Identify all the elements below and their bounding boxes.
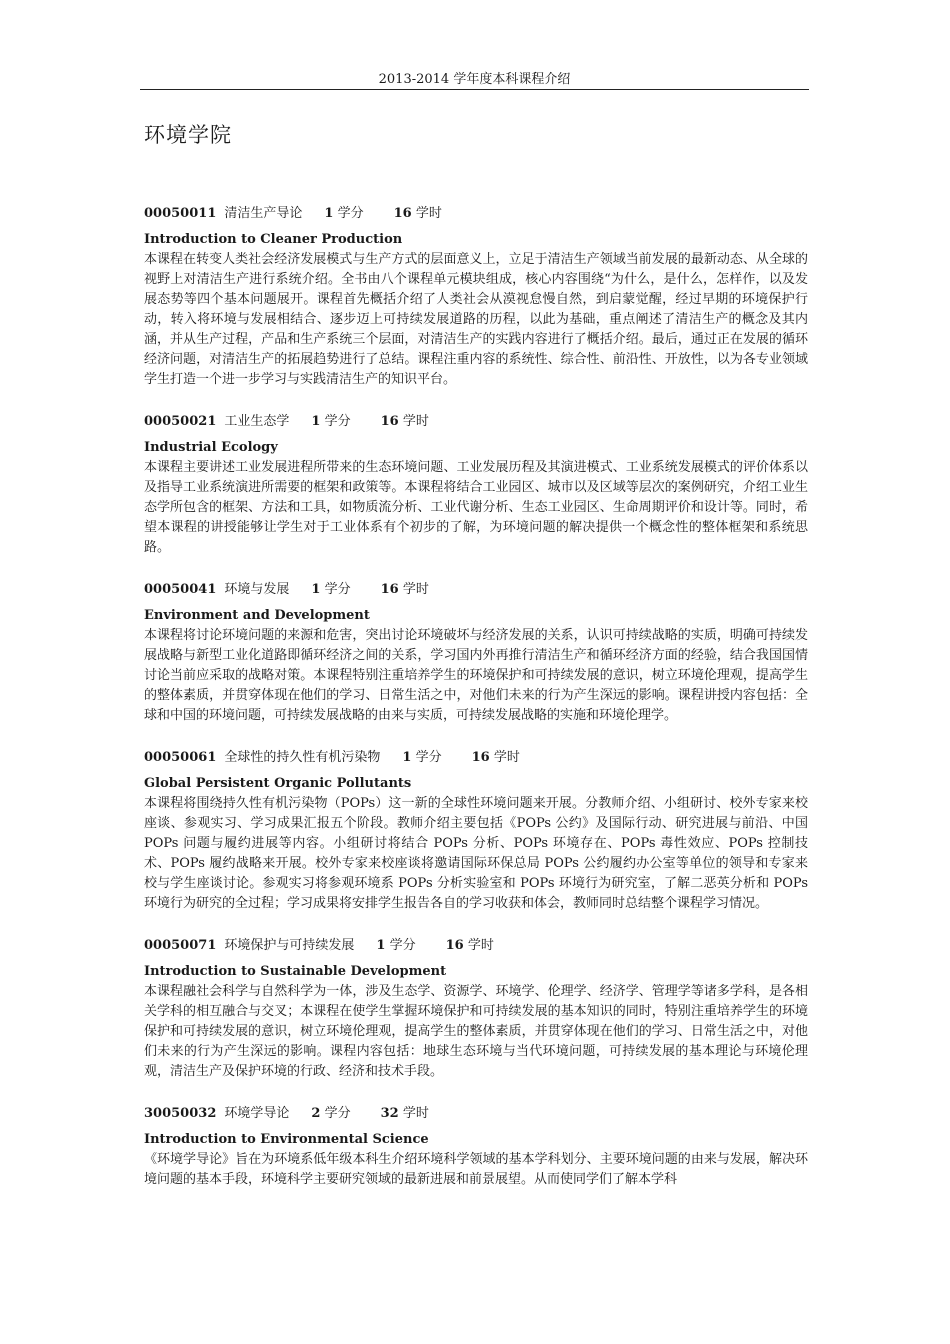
course-name: 环境与发展: [224, 582, 290, 597]
credits-unit: 学分: [324, 1106, 351, 1121]
credits-number: 2: [311, 1106, 321, 1121]
course-description: 本课程将围绕持久性有机污染物（POPs）这一新的全球性环境问题来开展。分教师介绍、小组研讨、校外专家来校座谈、参观实习、学习成果汇报五个阶段。教师介绍主要包括《POPs 公约》及国际行动、研究进展与前沿、中国 POPs 问题与履约进展等内容。小组研讨将结合 POPs 分析、POPs 环境存在、POPs 毒性效应、POPs 控制技术、POPs 履约战略来开展。校外专家来校座谈将邀请国际环保总局 POPs 公约履约办公室等单位的领导和专家来校与学生座谈讨论。参观实习将参观环境系 POPs 分析实验室和 POPs 环境行为研究室，了解二恶英分析和 POPs 环境行为研究的全过程；学习成果将安排学生报告各自的学习收获和体会，教师同时总结整个课程学习情况。: [144, 796, 808, 911]
course-entry: [144, 204, 808, 390]
page-header: 2013-2014 学年度本科课程介绍: [378, 72, 571, 87]
course-english-title: Industrial Ecology: [144, 440, 278, 455]
course-name: 工业生态学: [224, 414, 290, 429]
hours-number: 16: [380, 582, 399, 597]
course-code: 00050021: [144, 414, 217, 429]
credits-unit: 学分: [324, 582, 351, 597]
hours-number: 16: [445, 938, 464, 953]
credits-number: 1: [324, 206, 334, 221]
course-credits: [311, 582, 350, 597]
credits-number: 1: [311, 582, 321, 597]
course-credits: [311, 414, 350, 429]
course-code: 00050011: [144, 206, 217, 221]
course-list: [144, 204, 808, 1212]
course-hours: [381, 1106, 429, 1121]
course-heading: [144, 1104, 808, 1124]
hours-unit: 学时: [402, 582, 429, 597]
course-name: 全球性的持久性有机污染物: [224, 750, 381, 765]
hours-unit: 学时: [402, 414, 429, 429]
course-name: 环境保护与可持续发展: [224, 938, 355, 953]
course-entry: [144, 1104, 808, 1190]
course-credits: [311, 1106, 350, 1121]
course-english-title: Environment and Development: [144, 608, 370, 623]
course-hours: [381, 414, 429, 429]
credits-unit: 学分: [337, 206, 364, 221]
course-description: 本课程在转变人类社会经济发展模式与生产方式的层面意义上，立足于清洁生产领域当前发展的最新动态、从全球的视野上对清洁生产进行系统介绍。全书由八个课程单元模块组成，核心内容围绕“为什么，是什么，怎样作，以及发展态势等四个基本问题展开。课程首先概括介绍了人类社会从漠视怠慢自然，到启蒙觉醒，经过早期的环境保护行动，转入将环境与发展相结合、逐步迈上可持续发展道路的历程，以此为基础，重点阐述了清洁生产的概念及其内涵，并从生产过程，产品和生产系统三个层面，对清洁生产的实践内容进行了概括介绍。最后，通过正在发展的循环经济问题，对清洁生产的拓展趋势进行了总结。课程注重内容的系统性、综合性、前沿性、开放性，以为各专业领域学生打造一个进一步学习与实践清洁生产的知识平台。: [144, 252, 808, 387]
header-rule: [140, 89, 809, 90]
hours-unit: 学时: [493, 750, 520, 765]
credits-unit: 学分: [415, 750, 442, 765]
course-entry: [144, 412, 808, 558]
course-heading: [144, 936, 808, 956]
hours-unit: 学时: [402, 1106, 429, 1121]
course-english-title: Introduction to Environmental Science: [144, 1132, 429, 1147]
course-english-title: Global Persistent Organic Pollutants: [144, 776, 412, 791]
course-entry: [144, 748, 808, 914]
course-description: 《环境学导论》旨在为环境系低年级本科生介绍环境科学领域的基本学科划分、主要环境问题的由来与发展，解决环境问题的基本手段，环境科学主要研究领域的最新进展和前景展望。从而使同学们了解本学科: [144, 1152, 808, 1187]
course-credits: [324, 206, 363, 221]
credits-unit: 学分: [389, 938, 416, 953]
hours-unit: 学时: [415, 206, 442, 221]
course-heading: [144, 580, 808, 600]
course-english-title: Introduction to Sustainable Development: [144, 964, 447, 979]
department-title: 环境学院: [144, 123, 232, 147]
course-name: 清洁生产导论: [224, 206, 303, 221]
course-heading: [144, 748, 808, 768]
hours-number: 16: [380, 414, 399, 429]
course-credits: [402, 750, 441, 765]
hours-unit: 学时: [467, 938, 494, 953]
course-code: 00050061: [144, 750, 217, 765]
course-hours: [446, 938, 494, 953]
course-entry: [144, 580, 808, 726]
course-description: 本课程将讨论环境问题的来源和危害，突出讨论环境破坏与经济发展的关系，认识可持续战略的实质，明确可持续发展战略与新型工业化道路即循环经济之间的关系，学习国内外再推行清洁生产和循环经济方面的经验，结合我国国情讨论当前应采取的战略对策。本课程特别注重培养学生的环境保护和可持续发展的意识，树立环境伦理观，提高学生的整体素质，并贯穿体现在他们的学习、日常生活之中，对他们未来的行为产生深远的影响。课程讲授内容包括：全球和中国的环境问题，可持续发展战略的由来与实质，可持续发展战略的实施和环境伦理学。: [144, 628, 808, 723]
course-heading: [144, 412, 808, 432]
credits-number: 1: [376, 938, 386, 953]
hours-number: 16: [393, 206, 412, 221]
course-entry: [144, 936, 808, 1082]
course-code: 00050041: [144, 582, 217, 597]
course-description: 本课程融社会科学与自然科学为一体，涉及生态学、资源学、环境学、伦理学、经济学、管理学等诸多学科，是各相关学科的相互融合与交叉；本课程在使学生掌握环境保护和可持续发展的基本知识的同时，特别注重培养学生的环境保护和可持续发展的意识，树立环境伦理观，提高学生的整体素质，并贯穿体现在他们的学习、日常生活之中，对他们未来的行为产生深远的影响。课程内容包括：地球生态环境与当代环境问题，可持续发展的基本理论与环境伦理观，清洁生产及保护环境的行政、经济和技术手段。: [144, 984, 808, 1079]
hours-number: 32: [380, 1106, 399, 1121]
course-name: 环境学导论: [224, 1106, 290, 1121]
course-heading: [144, 204, 808, 224]
course-english-title: Introduction to Cleaner Production: [144, 232, 403, 247]
credits-number: 1: [402, 750, 412, 765]
course-hours: [394, 206, 442, 221]
course-code: 00050071: [144, 938, 217, 953]
credits-number: 1: [311, 414, 321, 429]
course-description: 本课程主要讲述工业发展进程所带来的生态环境问题、工业发展历程及其演进模式、工业系统发展模式的评价体系以及指导工业系统演进所需要的框架和政策等。本课程将结合工业园区、城市以及区域等层次的案例研究，介绍工业生态学所包含的框架、方法和工具，如物质流分析、工业代谢分析、生态工业园区、生命周期评价和设计等。同时，希望本课程的讲授能够让学生对于工业体系有个初步的了解，为环境问题的解决提供一个概念性的整体框架和系统思路。: [144, 460, 808, 555]
course-hours: [381, 582, 429, 597]
credits-unit: 学分: [324, 414, 351, 429]
hours-number: 16: [471, 750, 490, 765]
course-code: 30050032: [144, 1106, 217, 1121]
course-hours: [472, 750, 520, 765]
course-credits: [376, 938, 415, 953]
